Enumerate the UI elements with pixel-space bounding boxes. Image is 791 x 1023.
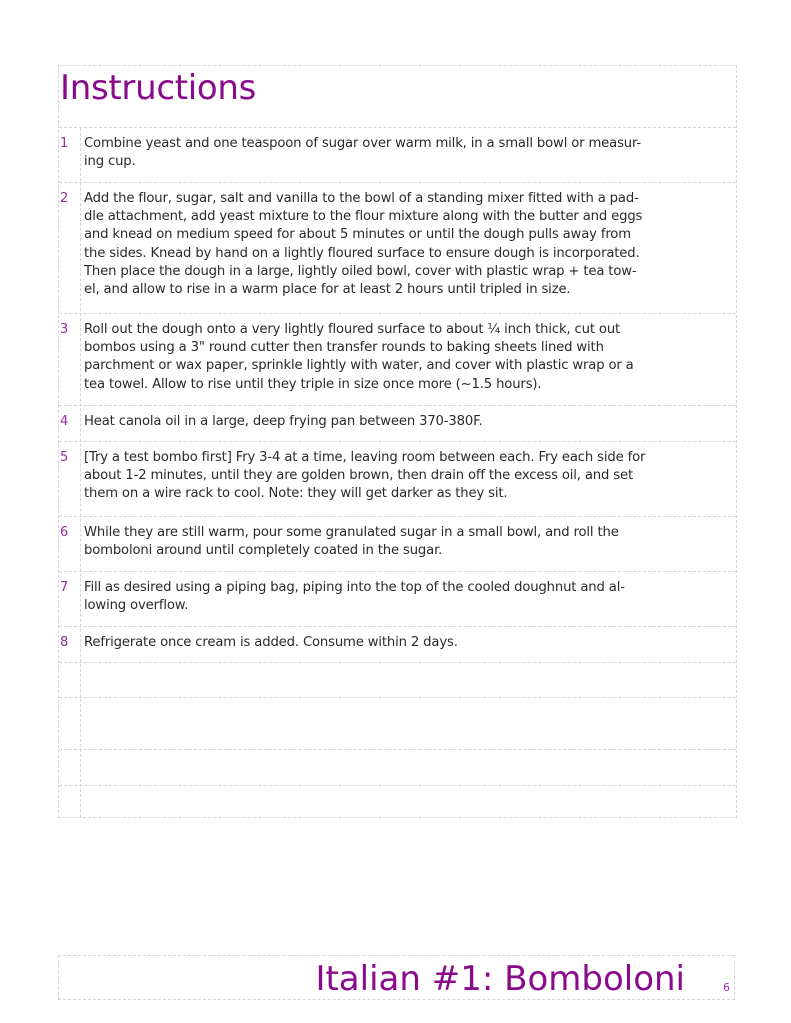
step-row — [59, 627, 736, 663]
step-text-line: them on a wire rack to cool. Note: they will get darker as they sit. — [84, 486, 508, 502]
step-text-line: Then place the dough in a large, lightly oiled bowl, cover with plastic wrap + tea tow- — [84, 263, 637, 279]
step-text-line: the sides. Knead by hand on a lightly floured surface to ensure dough is incorporated. — [84, 245, 640, 261]
empty-row — [59, 786, 736, 818]
section-title: Instructions — [60, 68, 257, 108]
step-text-line: Combine yeast and one teaspoon of sugar over warm milk, in a small bowl or measur- — [84, 136, 642, 151]
step-row — [59, 442, 736, 517]
step-number: 7 — [60, 580, 69, 595]
step-number: 4 — [60, 414, 69, 429]
empty-row — [59, 698, 736, 750]
step-row — [59, 517, 736, 572]
instructions-table — [58, 65, 737, 818]
title-row — [59, 66, 736, 128]
step-text-line: Refrigerate once cream is added. Consume within 2 days. — [84, 635, 458, 650]
step-number: 8 — [60, 635, 69, 650]
page-footer — [58, 955, 735, 1000]
step-text-line: tea towel. Allow to rise until they triple in size once more (~1.5 hours). — [84, 376, 542, 392]
step-text-line: ing cup. — [84, 154, 136, 170]
step-text-line: lowing overflow. — [84, 598, 189, 614]
recipe-title: Italian #1: Bomboloni — [315, 959, 685, 999]
step-text-line: [Try a test bombo first] Fry 3-4 at a time, leaving room between each. Fry each side for — [84, 450, 646, 465]
step-text-line: parchment or wax paper, sprinkle lightly with water, and cover with plastic wrap or a — [84, 358, 634, 374]
step-row — [59, 314, 736, 406]
step-text-line: about 1-2 minutes, until they are golden brown, then drain off the excess oil, and set — [84, 468, 633, 484]
step-text-line: Heat canola oil in a large, deep frying pan between 370-380F. — [84, 414, 483, 429]
step-text-line: and knead on medium speed for about 5 minutes or until the dough pulls away from — [84, 227, 631, 243]
step-text — [84, 321, 730, 394]
step-text — [84, 524, 730, 560]
empty-row — [59, 663, 736, 698]
page-number: 6 — [723, 981, 730, 994]
step-text-line: bomboloni around until completely coated in the sugar. — [84, 543, 443, 559]
step-text-line: Fill as desired using a piping bag, piping into the top of the cooled doughnut and al- — [84, 580, 625, 595]
step-number: 6 — [60, 525, 69, 540]
step-text-line: bombos using a 3" round cutter then transfer rounds to baking sheets lined with — [84, 340, 604, 356]
step-text-line: Roll out the dough onto a very lightly floured surface to about ¼ inch thick, cut out — [84, 322, 621, 337]
step-text — [84, 190, 730, 299]
step-text — [84, 449, 730, 504]
step-number: 1 — [60, 136, 69, 151]
step-number: 5 — [60, 450, 69, 465]
step-text — [84, 579, 730, 615]
step-text — [84, 413, 730, 431]
step-number: 3 — [60, 322, 69, 337]
empty-row — [59, 750, 736, 786]
step-text-line: Add the flour, sugar, salt and vanilla to the bowl of a standing mixer fitted with a pad- — [84, 191, 639, 206]
step-text-line: While they are still warm, pour some granulated sugar in a small bowl, and roll the — [84, 525, 619, 540]
step-text — [84, 634, 730, 652]
step-row — [59, 128, 736, 183]
step-text — [84, 135, 730, 171]
step-text-line: dle attachment, add yeast mixture to the flour mixture along with the butter and eggs — [84, 209, 643, 225]
step-row — [59, 183, 736, 314]
step-row — [59, 406, 736, 442]
step-row — [59, 572, 736, 627]
step-number: 2 — [60, 191, 69, 206]
step-text-line: el, and allow to rise in a warm place for at least 2 hours until tripled in size. — [84, 282, 571, 298]
